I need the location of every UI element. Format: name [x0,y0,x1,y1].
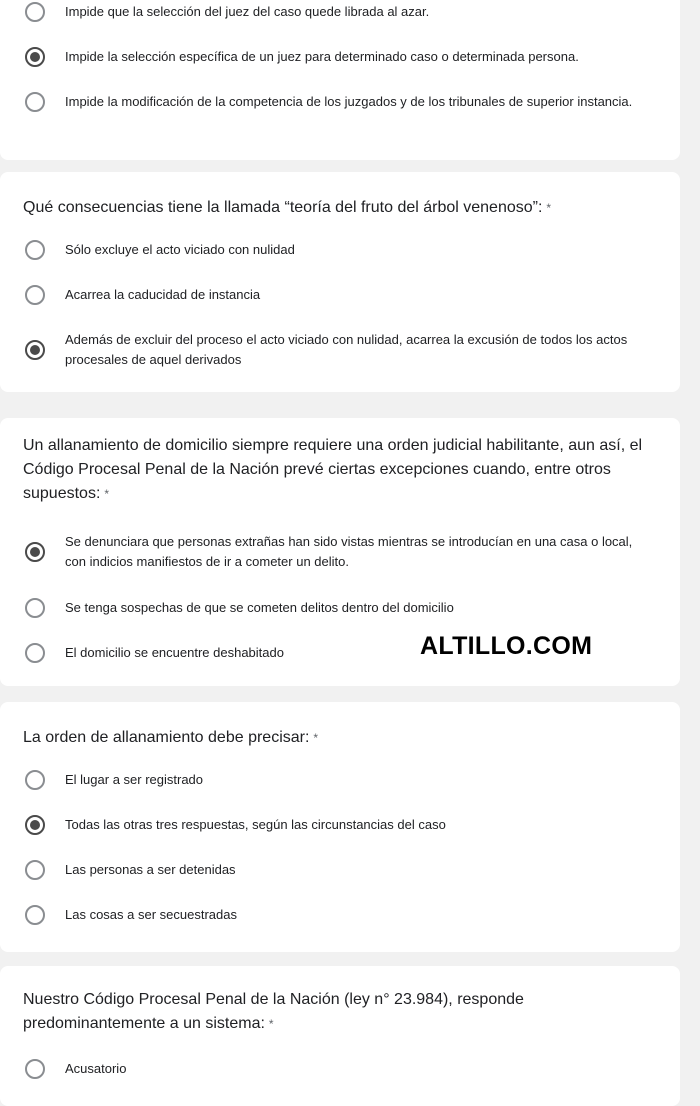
radio-unchecked-icon[interactable] [25,770,45,790]
radio-unchecked-icon[interactable] [25,905,45,925]
radio-checked-icon[interactable] [25,47,45,67]
option-row[interactable] [25,905,655,925]
required-asterisk: * [546,201,552,215]
radio-checked-icon[interactable] [25,815,45,835]
option-row[interactable] [25,1059,655,1079]
question-title [23,434,643,506]
question-text: Nuestro Código Procesal Penal de la Nación (ley n° 23.984), responde predominantemente a un sistema: [23,991,524,1032]
option-label: El lugar a ser registrado [65,772,204,787]
radio-unchecked-icon[interactable] [25,598,45,618]
question-text: Qué consecuencias tiene la llamada “teoría del fruto del árbol venenoso”: [23,199,543,216]
option-row[interactable] [25,770,655,790]
option-label: Todas las otras tres respuestas, según las circunstancias del caso [65,817,446,832]
option-label: Las cosas a ser secuestradas [65,907,237,922]
required-asterisk: * [104,487,110,501]
radio-unchecked-icon[interactable] [25,2,45,22]
question-card-4 [0,702,680,952]
question-text: La orden de allanamiento debe precisar: [23,729,310,746]
radio-unchecked-icon[interactable] [25,240,45,260]
radio-unchecked-icon[interactable] [25,643,45,663]
question-text: Un allanamiento de domicilio siempre requiere una orden judicial habilitante, aun así, el Código Procesal Penal de la Nación prevé ciertas excepciones cuando, entre otros supuestos: [23,437,643,502]
option-row[interactable] [25,330,655,370]
watermark-text: ALTILLO.COM [420,632,593,660]
option-row[interactable] [25,532,655,572]
option-row[interactable] [25,47,655,67]
question-title [23,196,653,220]
option-row[interactable] [25,92,655,112]
question-card-2 [0,172,680,392]
option-row[interactable] [25,285,655,305]
question-title [23,988,583,1036]
radio-checked-icon[interactable] [25,340,45,360]
radio-unchecked-icon[interactable] [25,285,45,305]
option-label: Acusatorio [65,1061,127,1076]
radio-unchecked-icon[interactable] [25,860,45,880]
option-label: Se denunciara que personas extrañas han sido vistas mientras se introducían en una casa o local, con indicios manifiestos de ir a cometer un delito. [65,534,633,569]
option-row[interactable] [25,240,655,260]
question-title [23,726,653,750]
radio-unchecked-icon[interactable] [25,1059,45,1079]
required-asterisk: * [313,731,319,745]
option-row[interactable] [25,2,655,22]
option-label: Impide que la selección del juez del caso quede librada al azar. [65,4,430,19]
option-label: Se tenga sospechas de que se cometen delitos dentro del domicilio [65,600,454,615]
option-row[interactable] [25,598,655,618]
option-label: Acarrea la caducidad de instancia [65,287,261,302]
option-label: El domicilio se encuentre deshabitado [65,645,284,660]
radio-checked-icon[interactable] [25,542,45,562]
option-label: Impide la selección específica de un juez para determinado caso o determinada persona. [65,49,579,64]
question-card-5 [0,966,680,1106]
option-label: Sólo excluye el acto viciado con nulidad [65,242,295,257]
question-card-1 [0,0,680,160]
option-label: Las personas a ser detenidas [65,862,236,877]
radio-unchecked-icon[interactable] [25,92,45,112]
option-row[interactable] [25,860,655,880]
option-label: Impide la modificación de la competencia de los juzgados y de los tribunales de superior instancia. [65,94,633,109]
required-asterisk: * [268,1017,274,1031]
option-label: Además de excluir del proceso el acto viciado con nulidad, acarrea la excusión de todos los actos procesales de aquel derivados [65,332,628,367]
option-row[interactable] [25,815,655,835]
